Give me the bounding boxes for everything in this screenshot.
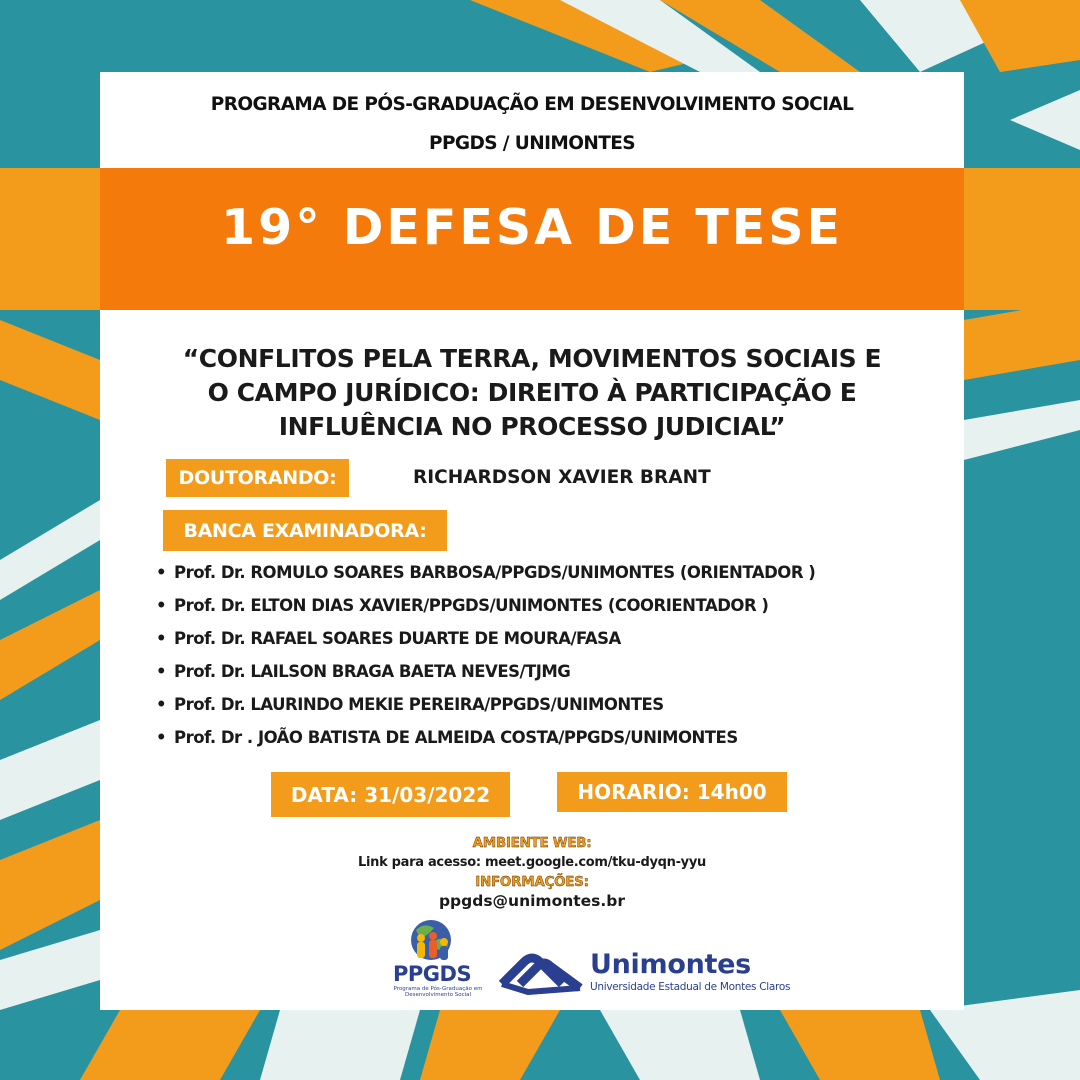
thesis-title bbox=[130, 342, 934, 444]
member-name: Prof. Dr. ELTON DIAS XAVIER/PPGDS/UNIMONTES (COORIENTADOR ) bbox=[174, 596, 769, 615]
banca-label: BANCA EXAMINADORA: bbox=[163, 510, 447, 551]
list-item bbox=[156, 694, 815, 727]
bullet-icon: • bbox=[156, 695, 167, 714]
ppgds-name: PPGDS bbox=[393, 962, 472, 986]
list-item bbox=[156, 595, 815, 628]
member-name: Prof. Dr. LAILSON BRAGA BAETA NEVES/TJMG bbox=[174, 662, 571, 681]
time-badge: HORARIO: 14h00 bbox=[557, 772, 787, 812]
bullet-icon: • bbox=[156, 563, 167, 582]
unimontes-subtitle: Universidade Estadual de Montes Claros bbox=[590, 981, 791, 993]
web-label: AMBIENTE WEB: bbox=[472, 835, 592, 851]
program-name: PROGRAMA DE PÓS-GRADUAÇÃO EM DESENVOLVIMENTO SOCIAL bbox=[210, 94, 854, 115]
program-acronym: PPGDS / UNIMONTES bbox=[428, 133, 635, 154]
info-label: INFORMAÇÕES: bbox=[475, 874, 589, 890]
banca-member-list bbox=[156, 562, 815, 760]
member-name: Prof. Dr. RAFAEL SOARES DUARTE DE MOURA/FASA bbox=[174, 629, 621, 648]
thesis-title-line: O CAMPO JURÍDICO: DIREITO À PARTICIPAÇÃO E bbox=[207, 378, 857, 407]
bullet-icon: • bbox=[156, 629, 167, 648]
thesis-title-line: INFLUÊNCIA NO PROCESSO JUDICIAL” bbox=[278, 412, 786, 441]
candidate-name: RICHARDSON XAVIER BRANT bbox=[413, 467, 711, 488]
list-item bbox=[156, 562, 815, 595]
doutorando-label: DOUTORANDO: bbox=[166, 459, 349, 497]
bullet-icon: • bbox=[156, 728, 167, 747]
member-name: Prof. Dr . JOÃO BATISTA DE ALMEIDA COSTA/PPGDS/UNIMONTES bbox=[174, 728, 738, 747]
meeting-link[interactable]: Link para acesso: meet.google.com/tku-dyqn-yyu bbox=[358, 855, 706, 870]
ppgds-subtitle: Programa de Pós-Graduação em Desenvolvimento Social bbox=[393, 986, 483, 998]
member-name: Prof. Dr. LAURINDO MEKIE PEREIRA/PPGDS/UNIMONTES bbox=[174, 695, 664, 714]
member-name: Prof. Dr. ROMULO SOARES BARBOSA/PPGDS/UNIMONTES (ORIENTADOR ) bbox=[174, 563, 816, 582]
list-item bbox=[156, 628, 815, 661]
date-badge: DATA: 31/03/2022 bbox=[271, 772, 510, 817]
bullet-icon: • bbox=[156, 662, 167, 681]
page-title: 19° DEFESA DE TESE bbox=[221, 199, 843, 256]
unimontes-logo-icon bbox=[498, 948, 584, 996]
contact-email[interactable]: ppgds@unimontes.br bbox=[438, 892, 626, 910]
bullet-icon: • bbox=[156, 596, 167, 615]
thesis-title-line: “CONFLITOS PELA TERRA, MOVIMENTOS SOCIAIS E bbox=[182, 344, 882, 373]
list-item bbox=[156, 661, 815, 694]
list-item bbox=[156, 727, 815, 760]
unimontes-name: Unimontes bbox=[590, 949, 751, 980]
